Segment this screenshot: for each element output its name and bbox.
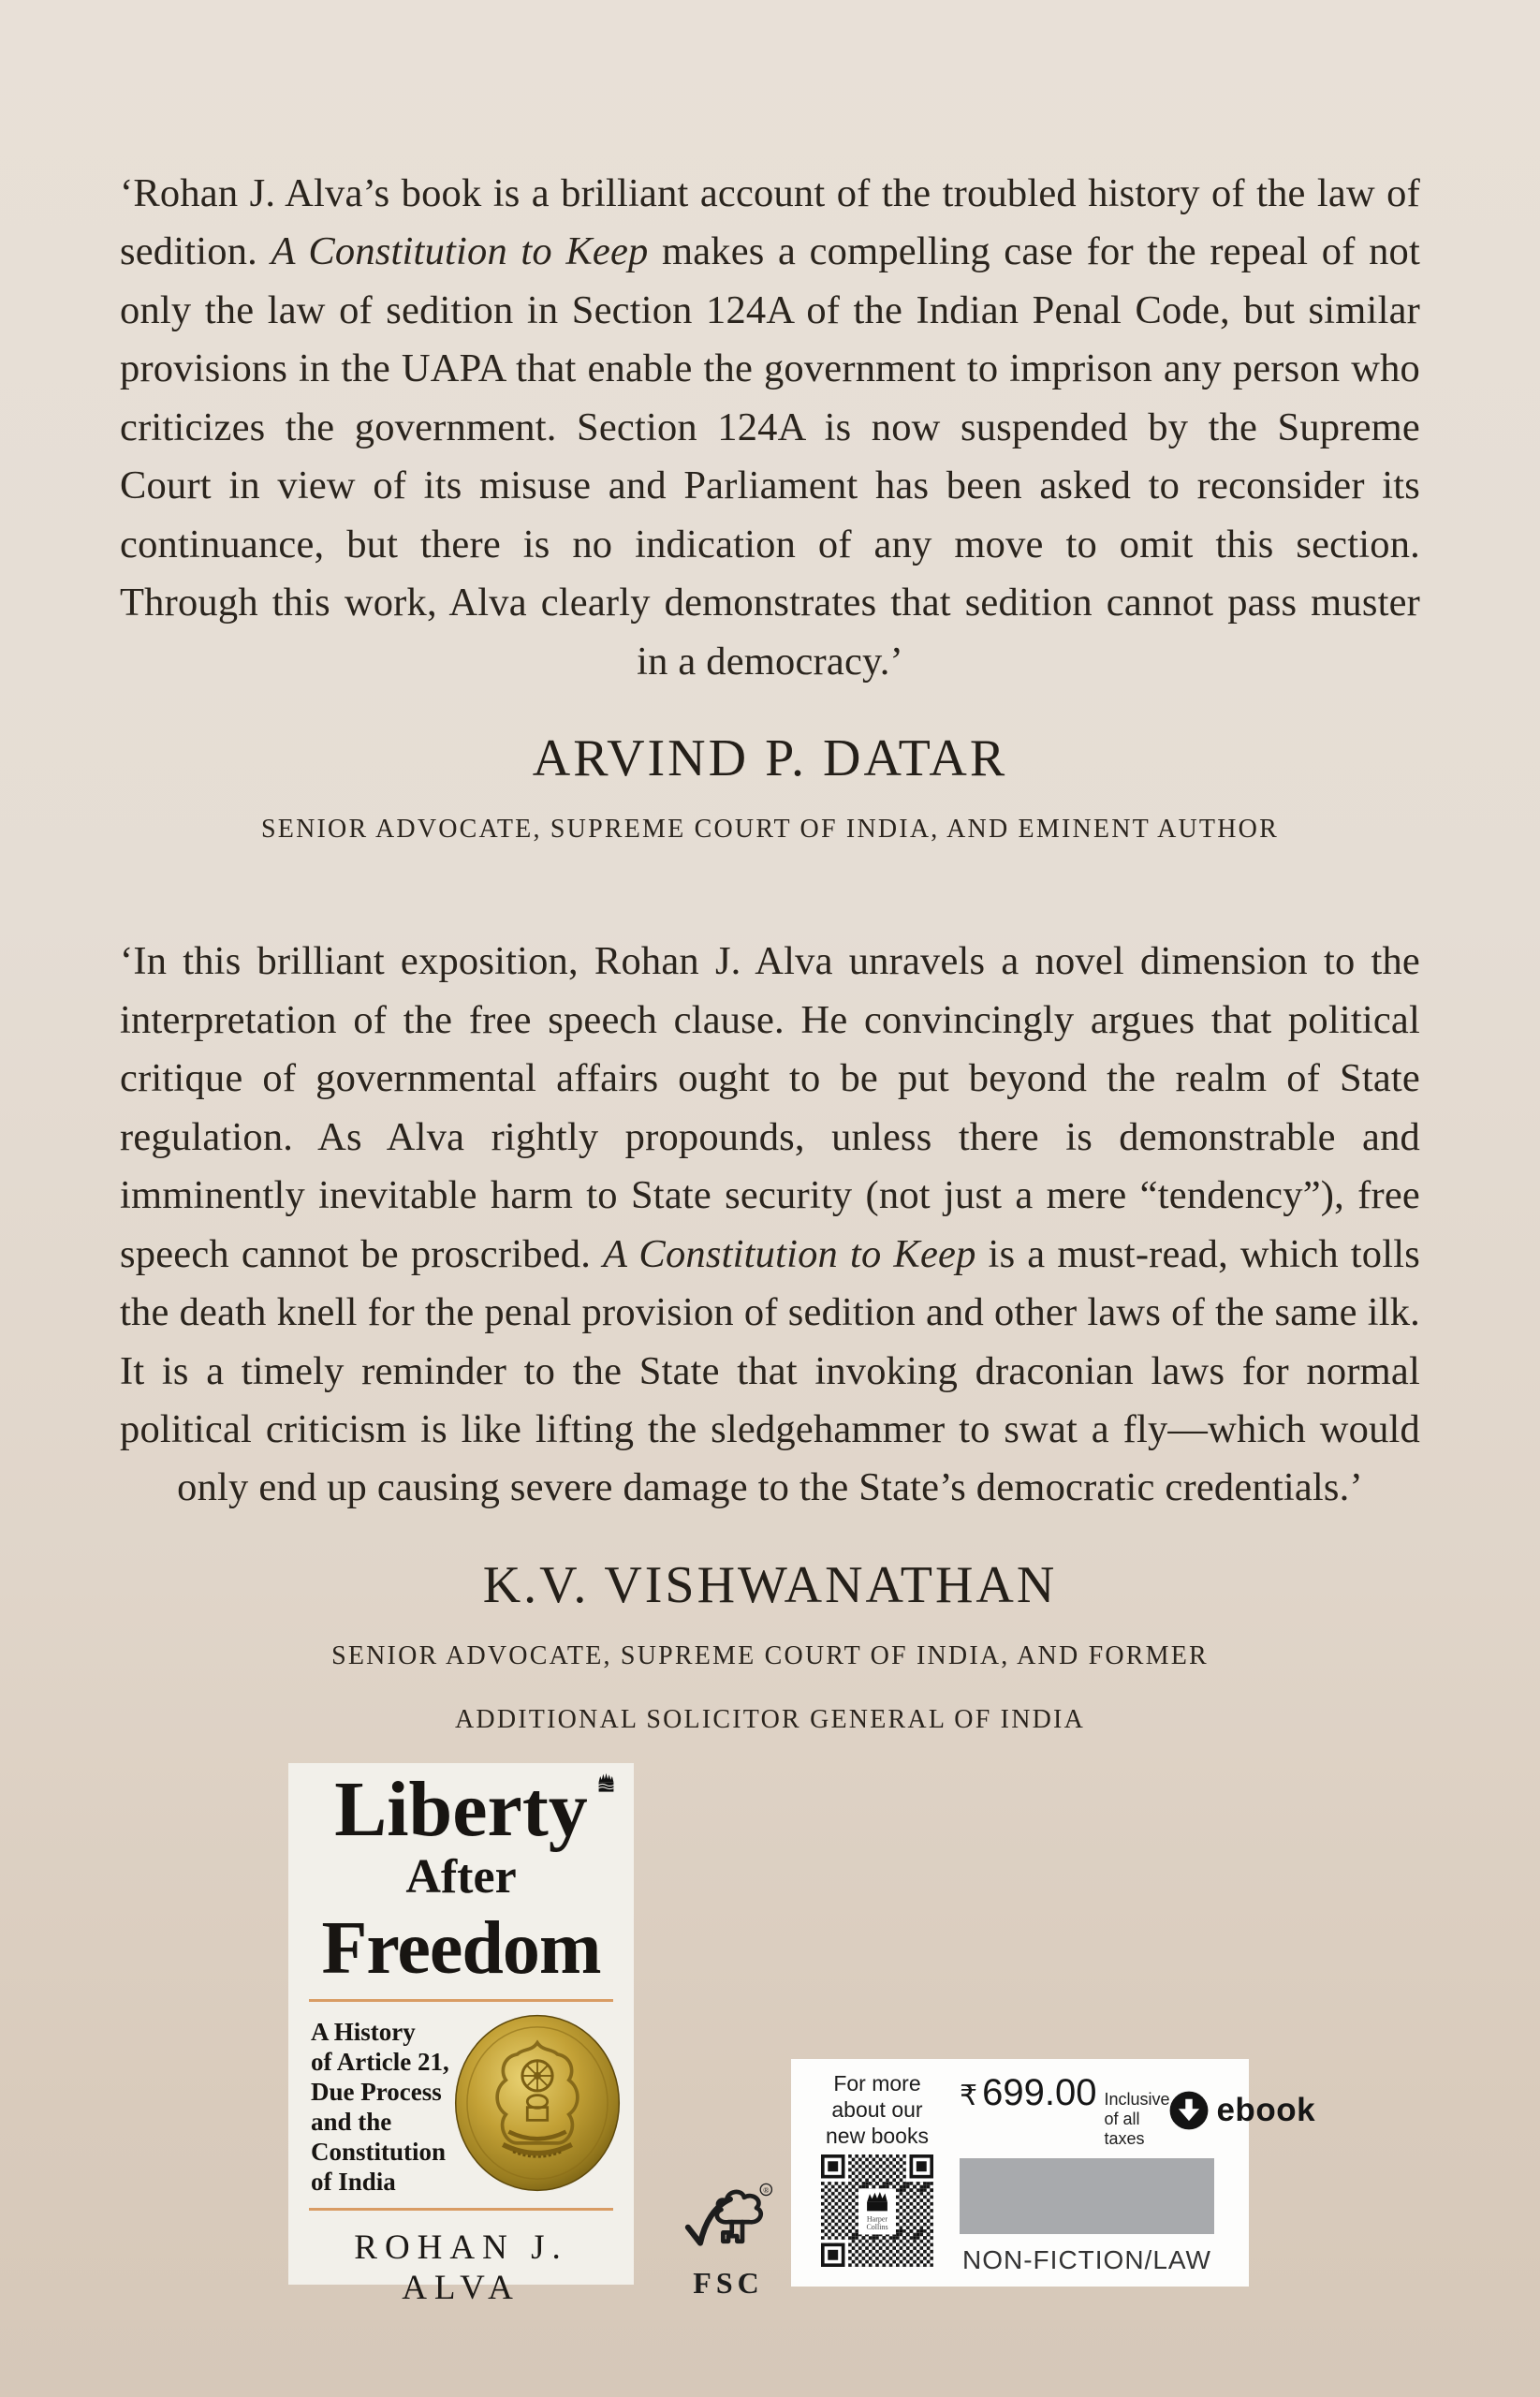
quote-vishwanathan [120,933,1420,1518]
quote-datar-part2: makes a compelling case for the repeal of not only the law of sedition in Section 124A of the Indian Penal Code, but similar provisions in the UAPA that enable the government to imprison any person who criticizes the government. Section 124A is now suspended by the Supreme Court in view of its misuse and Parliament has been asked to reconsider its continuance, but there is no indication of any move to omit this section. Through this work, Alva clearly demonstrates that sedition cannot pass muster in a democracy.’ [120,229,1420,684]
cover-title-line1: Liberty [334,1766,588,1853]
mini-book-cover [288,1763,634,2307]
cover-title-line2: After [405,1850,517,1904]
endorser-title-vishwanathan-line2: ADDITIONAL SOLICITOR GENERAL OF INDIA [455,1704,1085,1734]
quote-vishwanathan-part1: ‘In this brilliant exposition, Rohan J. Alva unravels a novel dimension to the interpretation of the free speech clause. He convincingly argues that political critique of governmental affairs ought to be put beyond the realm of State regulation. As Alva rightly propounds, unless there is demonstrable and imminently inevitable harm to State security (not just a mere “tendency”), free speech cannot be proscribed. [120,939,1420,1276]
cover-rule-bottom [309,2208,613,2211]
cover-author: ROHAN J. ALVA [354,2228,568,2307]
qr-caption-line: new books [826,2124,929,2149]
rupee-symbol: ₹ [960,2081,978,2111]
quote-datar-book-title: A Constitution to Keep [271,229,649,274]
ebook-badge [1169,2091,1315,2130]
fsc-label: FSC [693,2266,764,2300]
price [960,2072,1169,2149]
category-label: NON-FICTION/LAW [962,2245,1211,2274]
cover-subtitle [311,2017,449,2197]
supreme-court-seal [451,2011,623,2195]
fsc-tree-icon [680,2182,777,2266]
cover-subtitle-line: of Article 21, [311,2048,449,2076]
endorser-name-vishwanathan: K.V. VISHWANATHAN [482,1555,1058,1614]
endorser-title-vishwanathan-line1: SENIOR ADVOCATE, SUPREME COURT OF INDIA, AND FORMER [331,1640,1209,1670]
harpercollins-logo-icon [597,1772,615,1795]
cover-subtitle-line: A History [311,2018,416,2046]
price-barcode-panel [791,2059,1316,2287]
qr-caption-line: about our [831,2097,923,2123]
quote-datar [120,165,1420,691]
price-note: Inclusive of all taxes [1104,2090,1170,2148]
cover-subtitle-line: of India [311,2168,396,2196]
quote-datar-part1: ‘Rohan J. Alva’s book is a brilliant account of the troubled history of the law of sedition. [120,171,1420,274]
price-amount: 699.00 [982,2072,1097,2113]
qr-caption [806,2070,948,2149]
qr-caption-line: For more [833,2071,921,2096]
ebook-download-icon [1169,2091,1209,2130]
fsc-registered-mark: ® [763,2184,770,2195]
cover-subtitle-line: Due Process [311,2078,442,2106]
qr-logo-text-line1: Harper [866,2214,888,2224]
qr-logo-text-line2: Collins [866,2223,888,2232]
qr-code [821,2154,933,2267]
endorser-title-datar: SENIOR ADVOCATE, SUPREME COURT OF INDIA, AND EMINENT AUTHOR [261,815,1279,845]
cover-subtitle-line: and the [311,2108,392,2136]
cover-rule-top [309,1999,613,2002]
quote-vishwanathan-part2: is a must-read, which tolls the death knell for the penal provision of sedition and other laws of the same ilk. It is a timely reminder to the State that invoking draconian laws for normal political criticism is like lifting the sledgehammer to swat a fly—which would only end up causing severe damage to the State’s democratic credentials.’ [120,1231,1420,1510]
quote-vishwanathan-book-title: A Constitution to Keep [603,1231,976,1276]
cover-subtitle-line: Constitution [311,2138,447,2166]
endorser-name-datar: ARVIND P. DATAR [532,729,1008,788]
ebook-label: ebook [1216,2092,1316,2128]
fsc-mark [672,2182,785,2301]
barcode-placeholder [960,2158,1214,2234]
cover-title-line3: Freedom [321,1907,601,1990]
